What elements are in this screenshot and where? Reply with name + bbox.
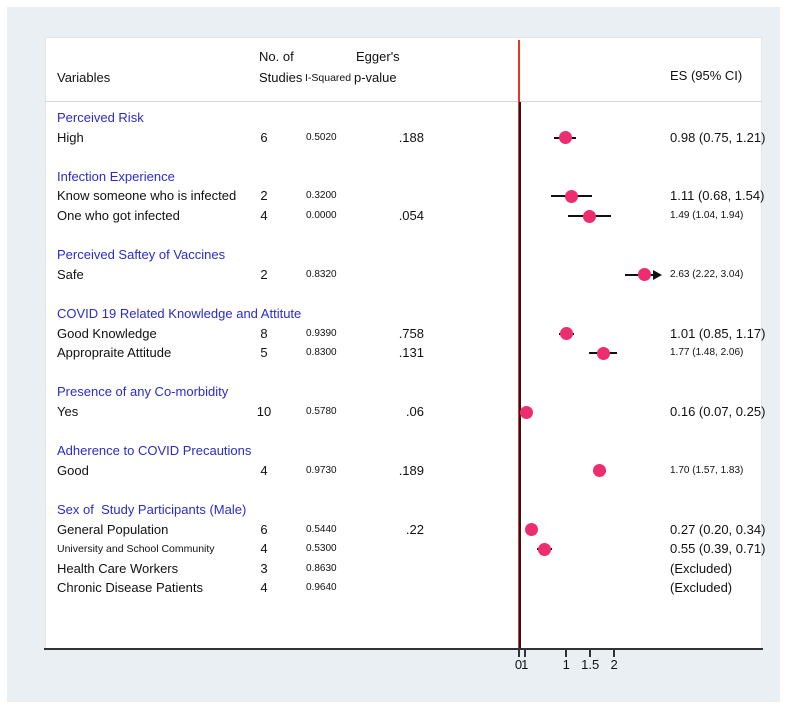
i-squared-value: 0.3200 — [306, 190, 337, 202]
row-label: General Population — [57, 521, 169, 537]
column-header-es-ci: ES (95% CI) — [670, 68, 743, 83]
n-studies-value: 4 — [260, 541, 268, 557]
eggers-p-value: .22 — [405, 521, 424, 537]
eggers-p-value: .188 — [398, 129, 424, 145]
eggers-p-value: .06 — [405, 404, 424, 419]
es-ci-text: (Excluded) — [670, 560, 733, 576]
es-ci-text: 0.16 (0.07, 0.25) — [670, 404, 766, 419]
row-label: Safe — [57, 266, 84, 282]
row-label: University and School Community — [57, 543, 215, 556]
effect-marker — [560, 327, 573, 340]
x-axis-tick-label: 1.5 — [581, 657, 600, 672]
plot-layer — [7, 7, 787, 716]
es-ci-text: 1.11 (0.68, 1.54) — [670, 188, 765, 204]
x-axis-tick — [613, 650, 615, 657]
eggers-p-value: .189 — [398, 462, 424, 478]
x-axis-tick-label: 1 — [521, 657, 529, 672]
row-label: One who got infected — [57, 208, 180, 223]
section-heading: Infection Experience — [57, 168, 175, 184]
eggers-p-value: .131 — [398, 345, 424, 361]
i-squared-value: 0.5300 — [306, 543, 337, 555]
n-studies-value: 5 — [260, 345, 268, 361]
effect-marker — [559, 131, 572, 144]
column-header-eggers: Egger's — [356, 49, 400, 64]
effect-marker — [565, 190, 578, 203]
effect-marker — [593, 464, 606, 477]
row-label: Chronic Disease Patients — [57, 580, 203, 596]
i-squared-value: 0.5780 — [306, 406, 337, 417]
effect-marker — [583, 210, 596, 223]
column-header-i-squared: I-Squared — [305, 72, 352, 84]
es-ci-text: 0.55 (0.39, 0.71) — [670, 541, 766, 557]
x-axis-tick-label: 1 — [562, 657, 570, 672]
es-ci-text: 2.63 (2.22, 3.04) — [670, 268, 744, 280]
page-background — [7, 7, 780, 702]
es-ci-text: 1.77 (1.48, 2.06) — [670, 347, 744, 359]
section-heading: Perceived Risk — [57, 110, 144, 125]
x-axis-tick — [589, 650, 591, 657]
effect-marker — [638, 268, 651, 281]
n-studies-value: 4 — [260, 580, 268, 596]
effect-marker — [538, 543, 551, 556]
x-axis-tick — [518, 650, 520, 657]
effect-marker — [525, 523, 538, 536]
es-ci-text: 1.70 (1.57, 1.83) — [670, 464, 744, 476]
column-header-no-of: No. of — [259, 49, 294, 64]
column-header-variables: Variables — [57, 70, 111, 85]
i-squared-value: 0.9390 — [306, 327, 337, 339]
effect-marker — [597, 347, 610, 360]
section-heading: Perceived Saftey of Vaccines — [57, 247, 226, 263]
section-heading: Presence of any Co-morbidity — [57, 384, 229, 400]
eggers-p-value: .758 — [398, 325, 424, 341]
es-ci-text: 0.98 (0.75, 1.21) — [670, 129, 766, 145]
es-ci-text: 0.27 (0.20, 0.34) — [670, 521, 766, 537]
n-studies-value: 4 — [260, 208, 268, 223]
row-label: Good Knowledge — [57, 325, 157, 341]
row-label: Appropraite Attitude — [57, 345, 172, 361]
i-squared-value: 0.5020 — [306, 131, 337, 143]
section-heading: COVID 19 Related Knowledge and Attitute — [57, 306, 302, 321]
es-ci-text: (Excluded) — [670, 580, 733, 596]
n-studies-value: 8 — [260, 325, 268, 341]
row-label: Know someone who is infected — [57, 188, 237, 204]
i-squared-value: 0.5440 — [306, 523, 337, 535]
es-ci-text: 1.01 (0.85, 1.17) — [670, 325, 766, 341]
n-studies-value: 2 — [260, 188, 268, 204]
section-heading: Sex of Study Participants (Male) — [57, 502, 247, 517]
n-studies-value: 10 — [256, 404, 272, 419]
i-squared-value: 0.9730 — [306, 464, 337, 476]
column-header-studies: Studies — [259, 70, 303, 85]
i-squared-value: 0.9640 — [306, 582, 337, 594]
n-studies-value: 6 — [260, 521, 268, 537]
row-label: Health Care Workers — [57, 560, 179, 576]
arrow-right-icon — [653, 270, 662, 280]
column-header-p-value: p-value — [354, 70, 397, 85]
i-squared-value: 0.8320 — [306, 268, 337, 280]
row-label: High — [57, 129, 84, 145]
x-axis-tick — [565, 650, 567, 657]
effect-marker — [520, 406, 533, 419]
x-axis-tick-label: 2 — [610, 657, 618, 672]
n-studies-value: 2 — [260, 266, 268, 282]
row-label: Yes — [57, 404, 79, 419]
x-axis-tick-label: 0 — [514, 657, 523, 672]
row-label: Good — [57, 462, 89, 478]
n-studies-value: 6 — [260, 129, 268, 145]
x-axis-tick — [524, 650, 526, 657]
n-studies-value: 4 — [260, 462, 268, 478]
i-squared-value: 0.0000 — [306, 210, 337, 221]
eggers-p-value: .054 — [398, 208, 424, 223]
section-heading: Adherence to COVID Precautions — [57, 443, 252, 459]
i-squared-value: 0.8630 — [306, 562, 337, 574]
n-studies-value: 3 — [260, 560, 268, 576]
es-ci-text: 1.49 (1.04, 1.94) — [670, 210, 744, 221]
i-squared-value: 0.8300 — [306, 347, 337, 359]
